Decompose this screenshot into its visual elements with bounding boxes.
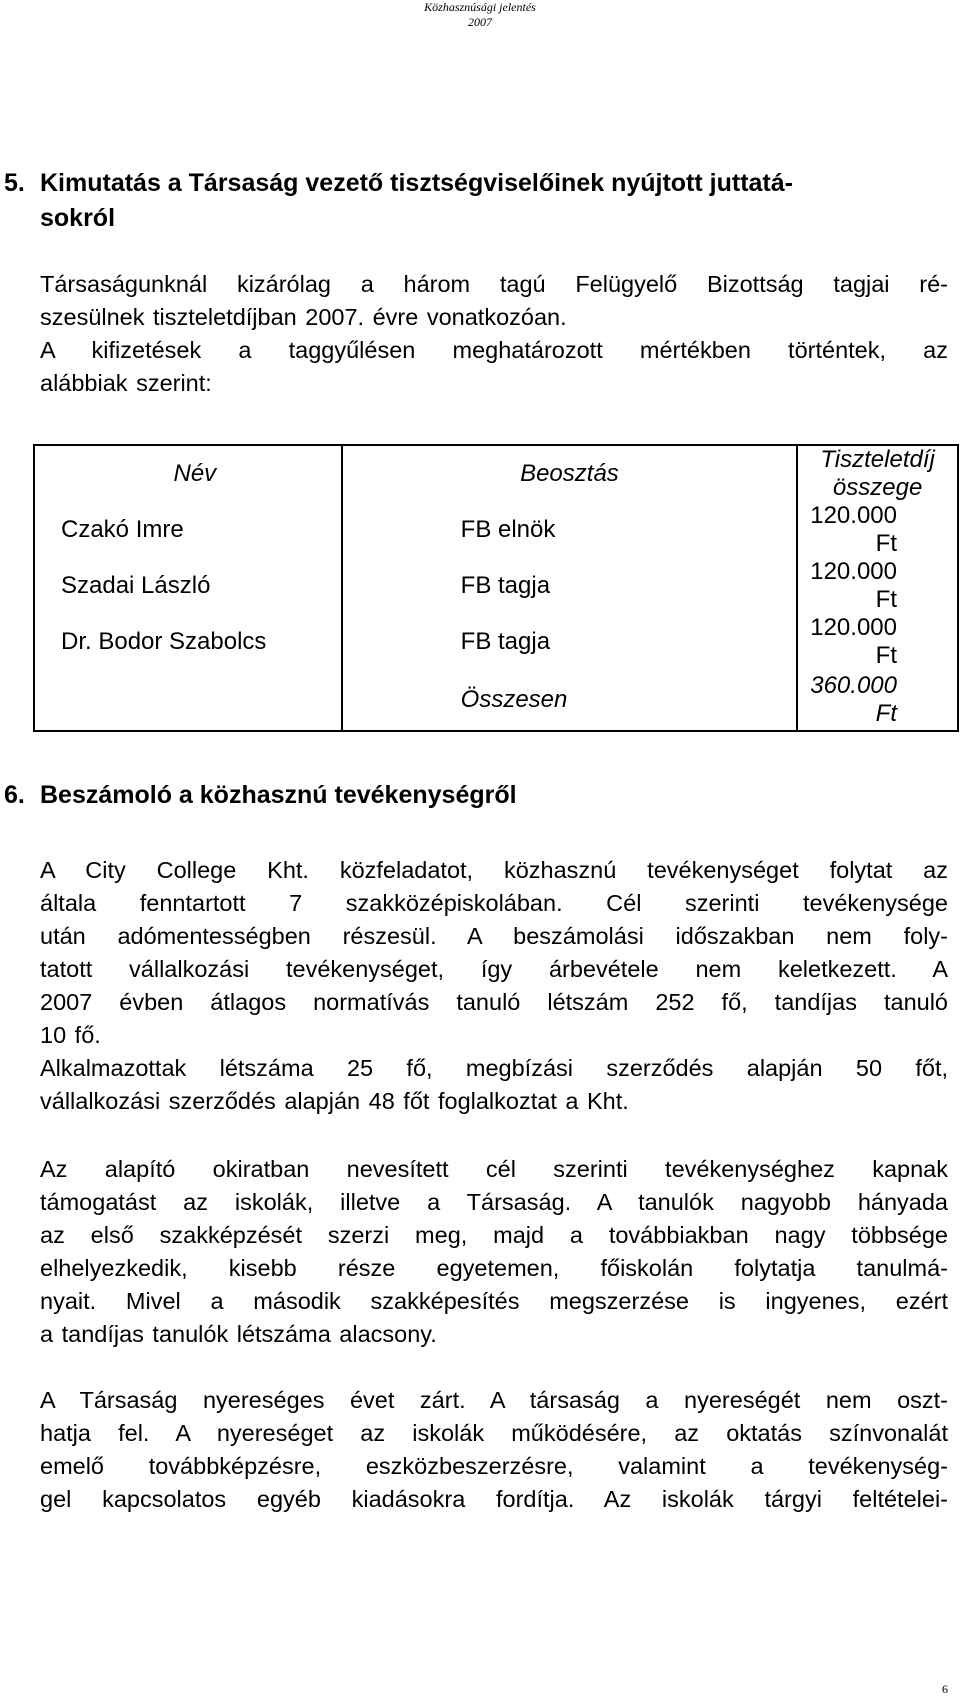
header-year: 2007 [468,15,492,29]
cell-name: Szadai László [34,558,342,614]
text-line: után adómentességben részesül. A beszámolási időszakban nem foly- [40,923,948,949]
cell-amount: 120.000 Ft [797,558,958,614]
text-line: az első szakképzését szerzi meg, majd a továbbiakban nagy többsége [40,1222,948,1248]
text-line: Alkalmazottak létszáma 25 fő, megbízási szerződés alapján 50 főt, [40,1055,948,1081]
section-5-title [4,166,948,236]
section-6-paragraph-3 [40,1384,948,1516]
text-line: Az alapító okiratban nevesített cél szerinti tevékenységhez kapnak [40,1156,948,1182]
text-line: A Társaság nyereséges évet zárt. A társaság a nyereségét nem oszt- [40,1387,948,1413]
table-row [34,614,958,670]
section-title-line: Beszámoló a közhasznú tevékenységről [40,781,517,809]
text-line: szesülnek tiszteletdíjban 2007. évre vonatkozóan. [40,304,567,330]
text-line: tatott vállalkozási tevékenységet, így árbevétele nem keletkezett. A [40,956,948,982]
cell-amount: 120.000 Ft [797,614,958,670]
text-line: A kifizetések a taggyűlésen meghatározott mértékben történtek, az [40,337,948,363]
cell-name: Dr. Bodor Szabolcs [34,614,342,670]
text-line: A City College Kht. közfeladatot, közhasznú tevékenységet folytat az [40,857,948,883]
section-6-paragraph-2 [40,1153,948,1351]
text-line: elhelyezkedik, kisebb része egyetemen, főiskolán folytatja tanulmá- [40,1255,948,1281]
cell-position: FB tagja [342,614,798,670]
text-line: emelő továbbképzésre, eszközbeszerzésre, valamint a tevékenység- [40,1453,948,1479]
section-6-paragraph-1 [40,854,948,1118]
total-value: 360.000 Ft [797,670,958,731]
column-header-name: Név [34,445,342,502]
table-row [34,502,958,558]
text-line: 10 fő. [40,1022,101,1048]
cell-position: FB elnök [342,502,798,558]
section-6-title [4,778,948,813]
table-row [34,558,958,614]
cell-position: FB tagja [342,558,798,614]
text-line: hatja fel. A nyereséget az iskolák működésére, az oktatás színvonalát [40,1420,948,1446]
page-header [0,0,960,30]
cell-empty [34,670,342,731]
section-number: 5. [4,169,25,197]
text-line: a tandíjas tanulók létszáma alacsony. [40,1321,437,1347]
compensation-table [33,444,959,732]
section-title-line: Kimutatás a Társaság vezető tisztségviselőinek nyújtott juttatá- [40,169,793,197]
column-header-amount: Tiszteletdíj összege [797,445,958,502]
page-number: 6 [942,1682,948,1696]
cell-name: Czakó Imre [34,502,342,558]
table-header-row [34,445,958,502]
section-number: 6. [4,781,25,809]
text-line: alábbiak szerint: [40,370,212,396]
header-title: Közhasznúsági jelentés [424,0,536,14]
text-line: általa fenntartott 7 szakközépiskolában. Cél szerinti tevékenysége [40,890,948,916]
table-total-row [34,670,958,731]
text-line: vállalkozási szerződés alapján 48 főt foglalkoztat a Kht. [40,1088,629,1114]
text-line: támogatást az iskolák, illetve a Társaság. A tanulók nagyobb hányada [40,1189,948,1215]
total-label: Összesen [342,670,798,731]
section-5-intro [40,268,948,400]
cell-amount: 120.000 Ft [797,502,958,558]
text-line: gel kapcsolatos egyéb kiadásokra fordítja. Az iskolák tárgyi feltételei- [40,1486,948,1512]
text-line: 2007 évben átlagos normatívás tanuló létszám 252 fő, tandíjas tanuló [40,989,948,1015]
section-title-line: sokról [40,204,116,232]
text-line: nyait. Mivel a második szakképesítés megszerzése is ingyenes, ezért [40,1288,948,1314]
column-header-position: Beosztás [342,445,798,502]
text-line: Társaságunknál kizárólag a három tagú Felügyelő Bizottság tagjai ré- [40,271,948,297]
